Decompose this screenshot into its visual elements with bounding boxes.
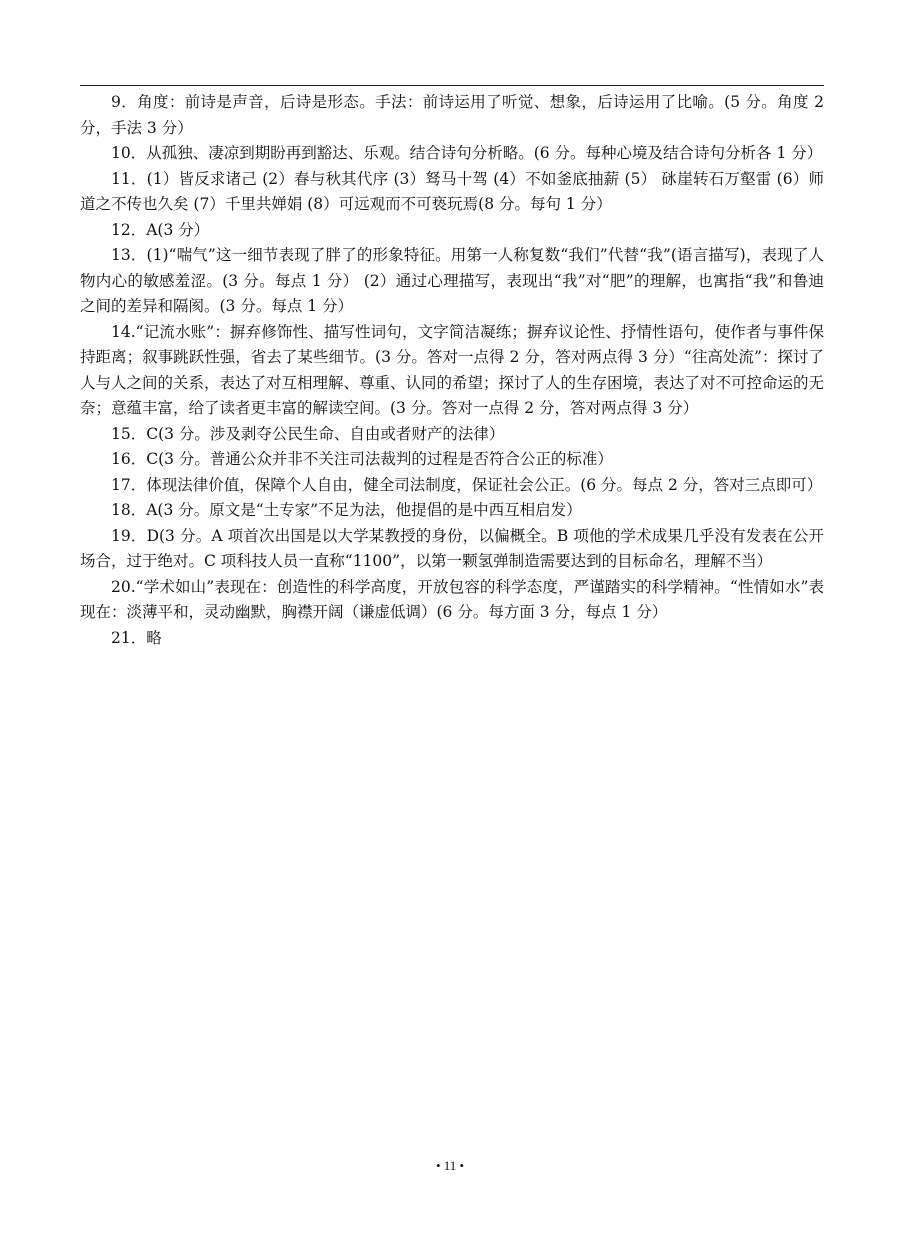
answer-10: 10．从孤独、凄凉到期盼再到豁达、乐观。结合诗句分析略。(6 分。每种心境及结合诗句分析各 1 分） [111, 144, 823, 162]
answer-17: 17．体现法律价值，保障个人自由，健全司法制度，保证社会公正。(6 分。每点 2 分，答对三点即可） [111, 475, 823, 494]
page-number: • 11 • [435, 1158, 465, 1173]
answer-12: 12．A(3 分） [111, 220, 210, 239]
answer-18: 18．A(3 分。原文是“土专家”不足为法，他提倡的是中西互相启发） [111, 501, 582, 519]
answer-20: 20.“学术如山”表现在：创造性的科学高度，开放包容的科学态度，严谨踏实的科学精神。“性情如水”表现在：淡薄平和，灵动幽默，胸襟开阔（谦虚低调）(6 分。每方面 3 分，每点 1 分） [80, 577, 824, 621]
answer-15: 15．C(3 分。涉及剥夺公民生命、自由或者财产的法律） [111, 424, 505, 443]
answer-16: 16．C(3 分。普通公众并非不关注司法裁判的过程是否符合公正的标准） [111, 450, 613, 468]
answer-list [80, 90, 824, 651]
header-rule [80, 85, 824, 86]
answer-19: 19．D(3 分。A 项首次出国是以大学某教授的身份，以偏概全。B 项他的学术成果几乎没有发表在公开场合，过于绝对。C 项科技人员一直称“1100”，以第一颗氢弹制造需要达到的目标命名，理解不当） [80, 526, 824, 570]
answer-9: 9．角度：前诗是声音，后诗是形态。手法：前诗运用了听觉、想象，后诗运用了比喻。(5 分。角度 2 分，手法 3 分） [80, 93, 824, 137]
answer-11: 11．(1）皆反求诸己 (2）春与秋其代序 (3）驽马十驾 (4）不如釜底抽薪 (5） 砯崖转石万壑雷 (6）师道之不传也久矣 (7）千里共婵娟 (8）可远观而不可亵玩焉(8 分。每句 1 分） [80, 169, 824, 213]
answer-14: 14.“记流水账”：摒弃修饰性、描写性词句，文字简洁凝练；摒弃议论性、抒情性语句，使作者与事件保持距离；叙事跳跃性强，省去了某些细节。(3 分。答对一点得 2 分，答对两点得 3 分）“往高处流”：探讨了人与人之间的关系，表达了对互相理解、尊重、认同的希望；探讨了人的生存困境，表达了对不可控命运的无奈；意蕴丰富，给了读者更丰富的解读空间。(3 分。答对一点得 2 分，答对两点得 3 分） [80, 322, 825, 417]
answer-21: 21．略 [111, 628, 162, 647]
answer-13: 13．(1)“喘气”这一细节表现了胖了的形象特征。用第一人称复数“我们”代替“我”(语言描写)，表现了人物内心的敏感羞涩。(3 分。每点 1 分） (2）通过心理描写，表现出“我”对“肥”的理解，也寓指“我”和鲁迪之间的差异和隔阂。(3 分。每点 1 分） [80, 246, 824, 315]
